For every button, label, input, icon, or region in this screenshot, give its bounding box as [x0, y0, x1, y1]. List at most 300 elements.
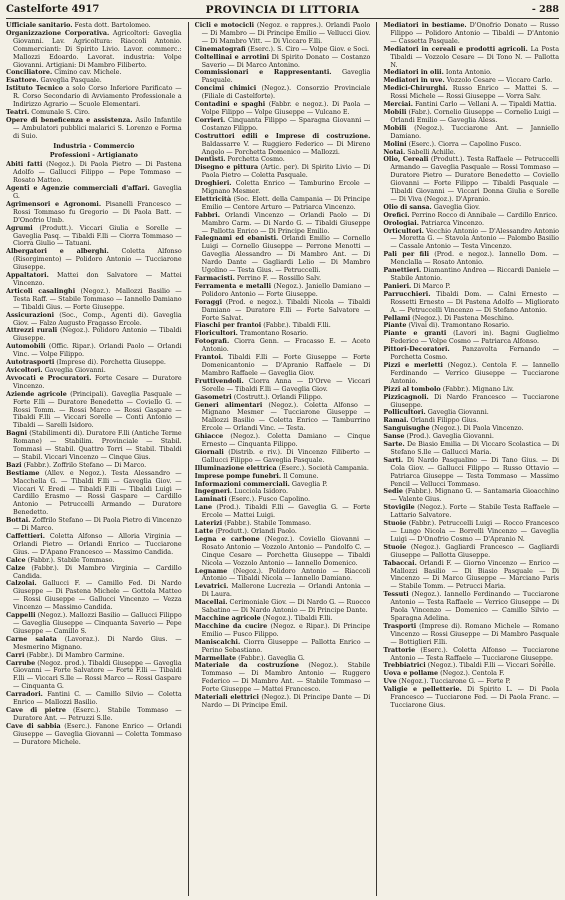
entry-category: Macchine agricole: [194, 613, 261, 622]
entry-category: Levatrici.: [194, 582, 229, 591]
entry-category: Dentisti.: [194, 155, 226, 164]
entry-category: Laminati: [194, 495, 227, 504]
entry-category: Valigie e pelletterie.: [383, 685, 462, 694]
entry-text: Gaveglia Giov.: [431, 202, 480, 211]
directory-entry: [383, 125, 559, 141]
entry-category: Trattorie: [383, 645, 416, 654]
entry-category: Panieri.: [383, 281, 412, 290]
directory-entry: [383, 228, 559, 252]
entry-category: Molini: [383, 139, 407, 148]
entry-category: Floricultori.: [194, 329, 238, 338]
directory-entry: [383, 441, 559, 457]
directory-entry: [6, 391, 182, 431]
directory-entry: [195, 433, 371, 449]
entry-category: Fotografi.: [194, 337, 230, 346]
entry-text: (Eserc.). Ciorra — Capolino Fusco.: [406, 139, 522, 148]
directory-entry: [195, 402, 371, 434]
entry-category: Pellami: [383, 313, 411, 322]
entry-category: Esattore.: [6, 76, 39, 85]
entry-category: Merciai.: [383, 100, 413, 109]
entry-text: (Negoz.). Forte — Stabile Testa Raffaele — Lattario Salvatore.: [390, 503, 560, 520]
entry-category: Ufficiale sanitario.: [6, 22, 73, 29]
entry-text: Perrino F. — Rossillo Salv.: [234, 274, 322, 282]
entry-category: Falegnami ed ebanisti.: [194, 234, 279, 243]
directory-entry: [195, 299, 371, 323]
town-title: Castelforte 4917: [6, 4, 100, 15]
directory-entry: [195, 69, 371, 85]
entry-category: Legna e carbone: [194, 534, 260, 543]
entry-text: Coletta Enrico — Tamburino Ercole — Mignano Mesmer.: [201, 179, 371, 196]
directory-entry: [6, 30, 182, 70]
entry-category: Organizzazione Corporativa.: [6, 28, 110, 37]
entry-text: (Soc. Elett. della Campania — Di Principe Emilio — Centore Arturo — Patriarca Vincenzo.: [201, 194, 371, 211]
entry-text: D'Onofrio Donato — Russo Filippo — Polidoro Antonio — Tibaldi — D'Antonio — Cassetta Pasquale.: [390, 22, 560, 45]
entry-category: Autotrasporti: [6, 358, 55, 367]
entry-category: Orologiai.: [383, 218, 419, 227]
entry-text: Vecchio Antonio — D'Alessandro Antonio — Moretta G. — Stavola Antonio — Palombo Basilio — Cassale Antonio — Testa Vincenzo.: [390, 226, 560, 251]
entry-category: Giornali: [194, 447, 224, 456]
entry-category: Materiali elettrici: [194, 693, 259, 702]
directory-entry: [383, 544, 559, 560]
entry-category: Coltellinai e arrotini: [194, 52, 270, 61]
entry-category: Illuminazione elettrica: [194, 463, 277, 472]
entry-category: Cicli e motocicli: [194, 22, 255, 29]
columns: [6, 22, 559, 896]
entry-text: (Produtt.). Orlandi Paolo.: [213, 527, 297, 535]
directory-entry: [6, 288, 182, 312]
entry-text: (Fabbr. e negoz.). Di Paola — Volpe Filippo — Volpe Giuseppe — Vulcano E.: [201, 100, 371, 116]
entry-text: Tibaldi F.lli — Forte Giuseppe — Forte Domenicantonio — D'Apranio Raffaele — Di Mambro Raffaele — Gaveglia Giov.: [201, 353, 371, 377]
entry-text: Mattei don Salvatore — Mattei Vincenzo.: [13, 271, 182, 287]
directory-entry: [6, 580, 182, 612]
entry-category: Macchine da cucire: [194, 621, 268, 630]
entry-text: (Negoz.). Di Paola Vincenzo.: [429, 424, 524, 433]
directory-entry: [383, 504, 559, 520]
entry-category: Stuoie: [383, 542, 407, 551]
entry-category: Uve: [383, 677, 397, 686]
entry-category: Agenti e Agenzie commerciali d'affari.: [6, 184, 150, 193]
directory-entry: [6, 161, 182, 185]
entry-category: Ferramenta e metalli: [194, 281, 272, 290]
entry-text: Russo Enrico — Mattei S. — Rossi Michele — Rossi Giuseppe — Vorra Salv.: [390, 84, 560, 101]
entry-category: Pittori-Decoratori.: [383, 345, 450, 354]
column-left: [6, 22, 182, 896]
directory-entry: [6, 723, 182, 747]
entry-category: Sanse: [383, 432, 405, 441]
directory-entry: [195, 133, 371, 157]
entry-text: Orlandi Vincenzo — Orlandi Paolo — Di Mambro Carm. — Di Nardo G. — Tibaldi Giuseppe — Pallotta Enrico — Di Principe Emilio.: [201, 210, 371, 235]
entry-category: Legname: [194, 566, 228, 575]
entry-text: (Negoz.). Tibaldi F.lli.: [260, 613, 333, 622]
directory-entry: [6, 201, 182, 225]
entry-text: (Negoz.). Polidoro Antonio — Riaccoli Antonio — Tibaldi Nicola — Iannello Damiano.: [201, 566, 371, 583]
entry-text: (Fabbr.). Di Mambro Carmine.: [24, 650, 125, 659]
entry-text: (Imprese di). Romano Michele — Romano Vincenzo — Rossi Giuseppe — Di Mambro Pasquale — Bottiglieri F.lli.: [390, 621, 560, 646]
entry-category: Sedie: [383, 487, 403, 496]
entry-text: Ciorra Giuseppe — Pallotta Enrico — Perino Sebastiano.: [201, 637, 371, 654]
entry-text: (Negoz.). Di Principe Dante — Di Nardo — Di Principe Emil.: [201, 693, 371, 709]
entry-text: (Produtt.). Viccari Giulia e Sorelle — Gaveglia Pasq. — Tibaldi F.lli — Ciorra Tommaso — Ciorra Giulio — Tatuani.: [13, 223, 182, 248]
directory-entry: [6, 691, 182, 707]
entry-text: Di Nardo Pasqualino — Di Tano Gius. — Di Cola Giov. — Gallucci Filippo — Russo Ottavio — Patriarca Giuseppe — Testa Tommaso — Massimo Pencil — Vellucci Tommaso.: [390, 455, 560, 488]
entry-text: a solo Corso Inferiore Parificato — R. Corso Secondario di Avviamento Professionale a Indirizzo Agrario — Scuole Elementari.: [13, 84, 182, 109]
header-rule: [6, 18, 559, 19]
entry-text: (Negoz.). Di Pastena Meschino.: [410, 313, 514, 322]
entry-text: Coletta Alfonso — Alloria Virginia — Orlandi Pietro — Orlandi Enrico — Tucciarone Gius. — D'Apano Francesco — Massimo Candida.: [13, 532, 182, 556]
entry-text: (Fabbr.). Mignano G. — Santamaria Gioacchino — Valente Gius.: [390, 487, 560, 504]
entry-category: Tabaccai.: [383, 558, 417, 567]
entry-category: Panettieri.: [383, 266, 422, 275]
entry-text: Gaveglia P.: [289, 479, 328, 488]
directory-entry: [195, 694, 371, 710]
entry-text: Pisanelli Francesco — Rossi Tommaso fu Gregorio — Di Paola Batt. — D'Onofrio Umb.: [13, 199, 182, 224]
entry-category: Fiaschi per frantoi: [194, 321, 262, 330]
entry-category: Commissionari e Rappresentanti.: [194, 68, 332, 77]
entry-text: (Negoz.). Mallozzi Basilio — Gallucci Filippo — Gaveglia Giuseppe — Cinquanta Saverio — Pepe Giuseppe — Camillo S.: [13, 611, 182, 635]
entry-text: Di Spirito Donato — Costanzo Saverio — Di Marco Antonino.: [201, 52, 371, 69]
entry-category: Marmellate: [194, 653, 237, 662]
entry-category: Informazioni commerciali.: [194, 479, 290, 488]
directory-entry: [195, 449, 371, 465]
entry-category: Opere di beneficenza e assistenza.: [6, 115, 133, 124]
directory-entry: [6, 533, 182, 557]
entry-text: (Negoz.). Di Paola Pietro — Di Pastena Adolfo — Gallucci Filippo — Pepe Tommaso — Rosato Matteo.: [13, 160, 182, 185]
entry-category: Costruttori edili e Imprese di costruzione.: [194, 131, 371, 140]
entry-text: Zoffrilo Stefano — Di Paola Pietro di Vincenzo — Di Marco.: [13, 516, 182, 533]
entry-text: Gaveglia Pasquale.: [38, 76, 102, 85]
directory-entry: [195, 101, 371, 117]
entry-category: Albergatori e alberghi.: [6, 247, 109, 256]
directory-entry: [195, 599, 371, 615]
entry-category: Ingegneri.: [194, 487, 233, 496]
entry-text: (Distrib. e riv.). Di Vincenzo Filiberto — Gallucci Filippo — Gaveglia Pasquale.: [201, 447, 371, 464]
entry-text: Ciorra Anna — D'Orve — Viccari Sorelle — Tibaldi F.lli — Gaveglia Giov.: [201, 376, 371, 393]
entry-text: (Negoz.). Gagliardi Francesco — Gagliardi Giuseppe — Pallotta Giuseppe.: [390, 542, 560, 559]
entry-category: Fruttivendoli.: [194, 376, 244, 385]
entry-category: Gasometri: [194, 392, 232, 401]
directory-entry: [383, 591, 559, 623]
entry-category: Calzolai.: [6, 579, 37, 588]
entry-category: Calce: [6, 555, 26, 564]
entry-category: Articoli casalinghi: [6, 286, 76, 295]
directory-entry: [383, 560, 559, 592]
entry-text: (Prod.). Gaveglia Giovanni.: [404, 432, 494, 441]
entry-category: Cave di pietre: [6, 705, 66, 714]
entry-category: Parrucchieri.: [383, 289, 431, 298]
entry-text: (Lavori in). Bagni Guglielmo Federico — Volpe Cosmo — Patriarca Alfonso.: [390, 329, 560, 346]
column-right: [383, 22, 559, 896]
entry-text: (Fabbr.). Zoffrilo Stefano — Di Marco.: [21, 460, 147, 469]
entry-category: Caffettieri.: [6, 532, 45, 540]
entry-category: Foraggi: [194, 297, 222, 306]
entry-text: Di Spirito L. — Di Paola Francesco — Tucciarone Fed. — Di Paola Franc. — Tucciarone Gius.: [390, 685, 560, 709]
directory-entry: [195, 85, 371, 101]
directory-entry: [195, 235, 371, 275]
entry-category: Lane: [194, 503, 213, 512]
entry-category: Avvocati e Procuratori.: [6, 373, 92, 382]
entry-category: Sarti.: [383, 455, 404, 464]
entry-category: Carri: [6, 650, 25, 659]
entry-text: (Stabilimenti di). Duratore F.lli (Antiche Terme Romane) — Stabilim. Provinciale — Stabil. Tommasi — Stabil. Quattro Torri — Stabil. Tibaldi — Stabil. Viccari Vincenzo — Cinque Gius.: [13, 429, 182, 461]
entry-category: Attrezzi rurali: [6, 326, 58, 335]
entry-category: Ghiacce: [194, 432, 224, 441]
column-divider: [376, 22, 377, 896]
directory-entry: [195, 164, 371, 180]
entry-category: Uova e pollame: [383, 669, 439, 678]
entry-category: Mediatori in olii.: [383, 68, 444, 77]
directory-entry: [383, 623, 559, 647]
entry-text: Comunale S. Ciro.: [29, 107, 90, 116]
entry-text: (Fabbr.). Stabile Tommaso.: [25, 555, 115, 564]
entry-text: Panzavolta Fernando — Porchetta Cosmo.: [390, 345, 560, 362]
entry-text: (Eserc.). Stabile Tommaso — Duratore Ant. — Petruzzi S.lle.: [13, 705, 182, 722]
entry-text: (Fabbr.). Petruccelli Luigi — Rocco Francesco — Lungo Nicola — Borrelli Vincenzo — Gaveglia Luigi — D'Onofrio Cosmo — D'Apranio N.: [390, 519, 560, 543]
directory-entry: [6, 85, 182, 109]
directory-entry: [383, 457, 559, 489]
entry-category: Mediatori in uve.: [383, 76, 445, 85]
entry-text: (Soc., Comp., Agenti di). Gaveglia Giov. — Falzo Augusto Fragasso Ercole.: [13, 310, 182, 327]
entry-text: (Negoz.). Mallozzi Basilio — Testa Raff. — Stabile Tommaso — Iannello Damiano — Tibaldi Gius. — Forte Giuseppe.: [13, 286, 182, 311]
entry-text: (Lavoraz.). Di Nardo Gius. — Mesmerino Mignano.: [13, 634, 182, 651]
directory-entry: [6, 225, 182, 249]
directory-entry: [195, 354, 371, 378]
entry-text: (Offic. Ripar.). Orlandi Paolo — Orlandi Vinc. — Volpe Filippo.: [13, 342, 182, 359]
entry-category: Concimi chimici: [194, 84, 257, 93]
entry-category: Fabbri.: [194, 210, 220, 219]
entry-category: Automobili: [6, 342, 46, 351]
directory-entry: [6, 636, 182, 652]
entry-text: Gaveglia Pasquale.: [201, 68, 371, 85]
entry-category: Farmacisti.: [194, 274, 235, 282]
section-heading: Industria - Commercio: [53, 141, 135, 150]
entry-text: De Biasio Emilia — Di Viccaro Scolastica — Di Stefano S.lle — Gallucci Maria.: [390, 440, 560, 456]
directory-entry: [6, 343, 182, 359]
entry-text: (Negoz.). Centola F.: [438, 669, 505, 678]
directory-entry: [6, 517, 182, 533]
entry-text: Baldassarre V. — Ruggiero Federico — Di Mireno Angelo — Porchetta Domenico — Mallozzi.: [201, 139, 371, 156]
entry-category: Tessuti: [383, 590, 409, 599]
entry-category: Abiti fatti: [6, 160, 43, 169]
directory-entry: [383, 686, 559, 710]
entry-text: (Negoz.). Tucciarone Ant. — Janniello Damiano.: [390, 123, 560, 140]
directory-entry: [195, 583, 371, 599]
directory-entry: [383, 22, 559, 46]
directory-entry: [6, 185, 182, 201]
entry-text: Porchetta Cosmo.: [225, 155, 285, 164]
directory-entry: [195, 378, 371, 394]
directory-entry: [383, 394, 559, 410]
entry-text: (Negoz.). Polidoro Antonio — Tibaldi Giuseppe.: [13, 326, 182, 343]
entry-category: Sanguisughe: [383, 424, 430, 433]
directory-entry: [6, 707, 182, 723]
entry-category: Bagni: [6, 429, 28, 438]
entry-category: Olio, Cereali: [383, 155, 429, 164]
entry-category: Generi alimentari: [194, 400, 263, 409]
entry-category: Aziende agricole: [6, 389, 67, 398]
directory-entry: [195, 338, 371, 354]
entry-category: Cinematografi: [194, 44, 246, 53]
entry-category: Mediatori in bestiame.: [383, 22, 467, 29]
entry-category: Pizzicagnoli.: [383, 392, 429, 401]
entry-text: Gaveglia Giovanni.: [42, 365, 106, 374]
entry-text: Fantini Carlo — Vellani A. — Tipaldi Mattia.: [412, 100, 557, 109]
entry-category: Agrimensori e Agronomi.: [6, 199, 102, 208]
page-header: [6, 4, 559, 18]
entry-category: Pizzi al tombolo: [383, 384, 441, 393]
entry-text: Di Nardo Francesco — Tucciarone Giuseppe.: [390, 392, 560, 409]
directory-entry: [383, 346, 559, 362]
entry-text: Perrino Rocco di Annibale — Cardillo Enrico.: [409, 210, 558, 219]
entry-category: Macellai.: [194, 598, 228, 607]
directory-entry: [383, 647, 559, 663]
entry-category: Bestiame: [6, 468, 40, 477]
directory-entry: [6, 248, 182, 272]
entry-text: (Negoz.). Coviello Giovanni — Rosato Antonio — Vozzolo Antonio — Pandolfo C. — Cinque Cesare — Porchetta Giuseppe — Tibaldi Nicola — Vozzolo Antonio — Iannello Domenico.: [201, 534, 371, 567]
directory-entry: [195, 623, 371, 639]
entry-category: Laterizi: [194, 519, 223, 528]
entry-text: Mallerone Lucrezia — Orlandi Antonia — Di Laura.: [201, 582, 371, 599]
directory-entry: [6, 430, 182, 462]
entry-text: (Artic. per). Di Spirito Livio — Di Paola Pietro — Coletta Pasquale.: [201, 163, 371, 180]
entry-text: Gaveglia G.: [13, 184, 182, 201]
entry-text: (Eserc.). Società Campania.: [276, 463, 369, 472]
entry-category: Cave di sabbia: [6, 721, 61, 730]
entry-category: Avicoltori.: [6, 365, 43, 374]
entry-text: Orlandi Filippo Gius.: [408, 416, 479, 425]
entry-category: Sarte.: [383, 440, 405, 449]
entry-text: (Fabbr.). Mignano Liv.: [440, 384, 514, 393]
entry-text: Cimino cav. Michele.: [52, 68, 122, 77]
entry-text: Ciorra Genn. — Fracasso E. — Aceto Antonio.: [201, 337, 371, 354]
entry-category: Pali per fili: [383, 250, 430, 259]
entry-category: Piante: [383, 321, 407, 330]
entry-category: Imprese pompe funebri.: [194, 471, 282, 480]
entry-category: Carrube: [6, 658, 36, 667]
directory-entry: [383, 362, 559, 386]
entry-text: (Fabbr.). Stabile Tommaso.: [222, 519, 311, 528]
directory-entry: [6, 272, 182, 288]
entry-category: Frantoi.: [194, 353, 224, 362]
directory-entry: [6, 327, 182, 343]
entry-text: Orlandi F. — Giorno Vincenzo — Enrico — Mallozzi Basilio — Di Biasio Pasquale — Di Vincenzo — Di Marco Giuseppe — Marciano Paris — Stabile Tomm. — Petrucci Maria.: [390, 558, 560, 591]
directory-entry: [195, 54, 371, 70]
directory-entry: [383, 291, 559, 315]
entry-text: (Prod.). Tibaldi F.lli — Gaveglia G. — Forte Ercole — Mattei Luigi.: [201, 503, 371, 520]
directory-entry: [6, 565, 182, 581]
directory-entry: [383, 46, 559, 70]
directory-entry: [195, 180, 371, 196]
entry-text: Agricoltori: Gaveglia Giovanni. Lav. Agricoltura: Riaccoli Antonio. Commercianti: Di Spirito Livio. Lavor. commerc.: Mallozzi Edoardo. Lavorat. industria: Volpe Giovanni. Artigiani: Di Mambro Filiberto.: [13, 28, 182, 69]
entry-category: Bottai.: [6, 516, 31, 525]
entry-text: Festa dott. Bartolomeo.: [72, 22, 151, 29]
entry-text: (Costrutt.). Orlandi Filippo.: [231, 392, 323, 401]
entry-text: (Negoz. prod.). Tibaldi Giuseppe — Gaveglia Giovanni — Forte Salvatore — Forte F.lli — Tibaldi F.lli — Viccari S.lle — Rossi Marco — Rossi Gaspare — Cinquanta G.: [13, 658, 182, 691]
directory-entry: [383, 85, 559, 101]
entry-text: Diamantino Andrea — Riccardi Daniele — Stabile Antonio.: [390, 266, 560, 282]
entry-category: Contadini e spaghi: [194, 100, 266, 109]
entry-text: (Principali). Gaveglia Pasquale — Forte F.lli — Duratore Benedetto — Coviello G. — Rossi Tomm. — Rossi Marco — Rossi Gaspare — Tibaldi F.lli — Viccari Sorelle — Conti Antonio — Tibaldi — Sarelli Isidoro.: [13, 389, 182, 430]
entry-category: Mobili: [383, 107, 407, 116]
entry-category: Cappelli: [6, 611, 36, 620]
directory-entry: [195, 212, 371, 236]
entry-category: Teatri.: [6, 107, 30, 116]
entry-text: Tibaldi Dom. — Calni Ernesto — Rossetti Ernesto — Di Pastena Adolfo — Migliorato A. — Petruccelli Vincenzo — Di Stefano Antonio.: [390, 289, 560, 314]
entry-category: Piante e granti: [383, 329, 447, 338]
entry-text: (Prod. e negoz.). Tibaldi Nicola — Tibaldi Damiano — Duratore F.lli — Forte Salvatore — Forte Salvat.: [201, 297, 371, 322]
entry-category: Maniscalchi.: [194, 637, 241, 646]
entry-category: Corrieri.: [194, 115, 226, 124]
entry-category: Olio di sansa.: [383, 202, 432, 211]
directory-entry: [383, 251, 559, 267]
entry-text: (Produtt.). Testa Raffaele — Petruccelli Armando — Gaveglia Pasquale — Rossi Tommaso — Duratore Pietro — Duratore Benedetto — Coviello Giovanni — Forte Filippo — Tibaldi Pasquale — Tibaldi Giovanni — Viccari Donna Giulia e Sorelle — Di Viva (Negoz.). D'Apranio.: [390, 155, 560, 203]
entry-category: Disegno e pittura: [194, 163, 259, 172]
entry-category: Latte: [194, 527, 214, 535]
column-divider: [188, 22, 189, 896]
entry-category: Elettricità: [194, 194, 232, 203]
entry-category: Bazi: [6, 460, 22, 469]
entry-category: Appaltatori.: [6, 271, 49, 280]
entry-text: Tramontano Rosario.: [237, 329, 309, 338]
entry-text: (Fabbr.). Gaveglia G.: [236, 653, 305, 662]
entry-category: Assicurazioni: [6, 310, 55, 319]
entry-text: (Vivai di). Tramontano Rosario.: [406, 321, 510, 330]
entry-text: (Allev. e Negoz.). Testa Alessandro — Macchella G. — Tibaldi F.lli — Gaveglia Giov. — Viccari V. Eredi — Tibaldi F.lli — Tibaldi Luigi — Cardillo Erasmo — Rossi Gaspare — Cardillo Antonio — Petruccelli Armando — Duratore Benedetto.: [13, 468, 182, 517]
entry-text: Gallucci F. — Camillo Fed. Di Nardo Giuseppe — Di Pastena Michele — Gottola Matteo — Rossi Giuseppe — Gallucci Vincenzo — Vezza Vincenzo — Massimo Candida.: [13, 579, 182, 612]
entry-category: Orticultori.: [383, 226, 424, 235]
entry-text: Forte Cesare — Duratore Vincenzo.: [13, 373, 182, 390]
directory-entry: [6, 660, 182, 692]
directory-entry: [6, 312, 182, 328]
entry-category: Calze: [6, 563, 26, 572]
directory-entry: [6, 470, 182, 517]
entry-category: Ramai.: [383, 416, 409, 425]
entry-category: Conciliatore.: [6, 68, 53, 77]
entry-text: (Fabbr.). Di Mambro Virginia — Cardillo Candida.: [13, 563, 182, 580]
entry-text: Asilo Infantile — Ambulatori pubblici malarici S. Lorenzo e Forma di Suio.: [13, 115, 182, 140]
directory-entry: [6, 375, 182, 391]
entry-text: (Negoz.). Coletta Damiano — Cinque Ernesto — Cinquanta Filippo.: [201, 432, 371, 449]
directory-entry: [195, 117, 371, 133]
entry-category: Istituto Tecnico: [6, 84, 64, 93]
directory-entry: [6, 117, 182, 141]
entry-text: (Prod. e negoz.). Iannello Dom. — Menclalla — Rosato Antonio.: [390, 250, 560, 267]
entry-text: Sabelli Achille.: [405, 147, 456, 156]
entry-text: Cerimoniale Giov. — Di Nardo G. — Ruocco Sabatino — Di Nardo Antonio — Di Principe Dante.: [201, 598, 371, 615]
entry-category: Materiale da costruzione: [194, 661, 299, 670]
directory-entry: [195, 196, 371, 212]
entry-text: (Eserc.). Fusco Capolino.: [226, 495, 311, 504]
directory-entry: [6, 612, 182, 636]
entry-text: Ionta Antonio.: [443, 68, 492, 77]
directory-entry: [195, 639, 371, 655]
entry-text: (Negoz. e rappres.). Orlandi Paolo — Di Mambro — Di Principe Emilio — Vellucci Giov. — Di Mambro Vitt. — Di Viccaro F.lli.: [201, 22, 371, 45]
entry-text: (Eserc.). S. Ciro — Volpe Giov. e Soci.: [245, 44, 370, 53]
page-number: - 288: [531, 4, 559, 15]
entry-text: Fantini C. — Camillo Silvio — Coletta Enrico — Mallozzi Basilio.: [13, 690, 182, 707]
entry-category: Mobili: [383, 123, 407, 132]
entry-text: Di Marco P.: [411, 281, 451, 290]
entry-text: (Negoz.). Stabile Tommaso — Di Mambro Antonio — Ruggero Federico — Di Mambro Ant. — Stabile Tommaso — Forte Giuseppe — Mattei Francesco.: [201, 661, 371, 694]
directory-entry: [195, 504, 371, 520]
entry-text: Patriarca Vincenzo.: [418, 218, 485, 227]
entry-category: Orefici.: [383, 210, 410, 219]
directory-entry: [195, 283, 371, 299]
entry-text: (Negoz.). Tibaldi F.lli — Viccari Sorelle.: [425, 661, 556, 670]
entry-category: Mediatori in cereali e prodotti agricoli.: [383, 44, 528, 53]
entry-text: (Negoz.). Tucciarone G. — Forte P.: [396, 677, 511, 686]
entry-category: Stovigile: [383, 503, 415, 512]
entry-text: (Imprese di). Porchetta Giuseppe.: [54, 358, 166, 367]
